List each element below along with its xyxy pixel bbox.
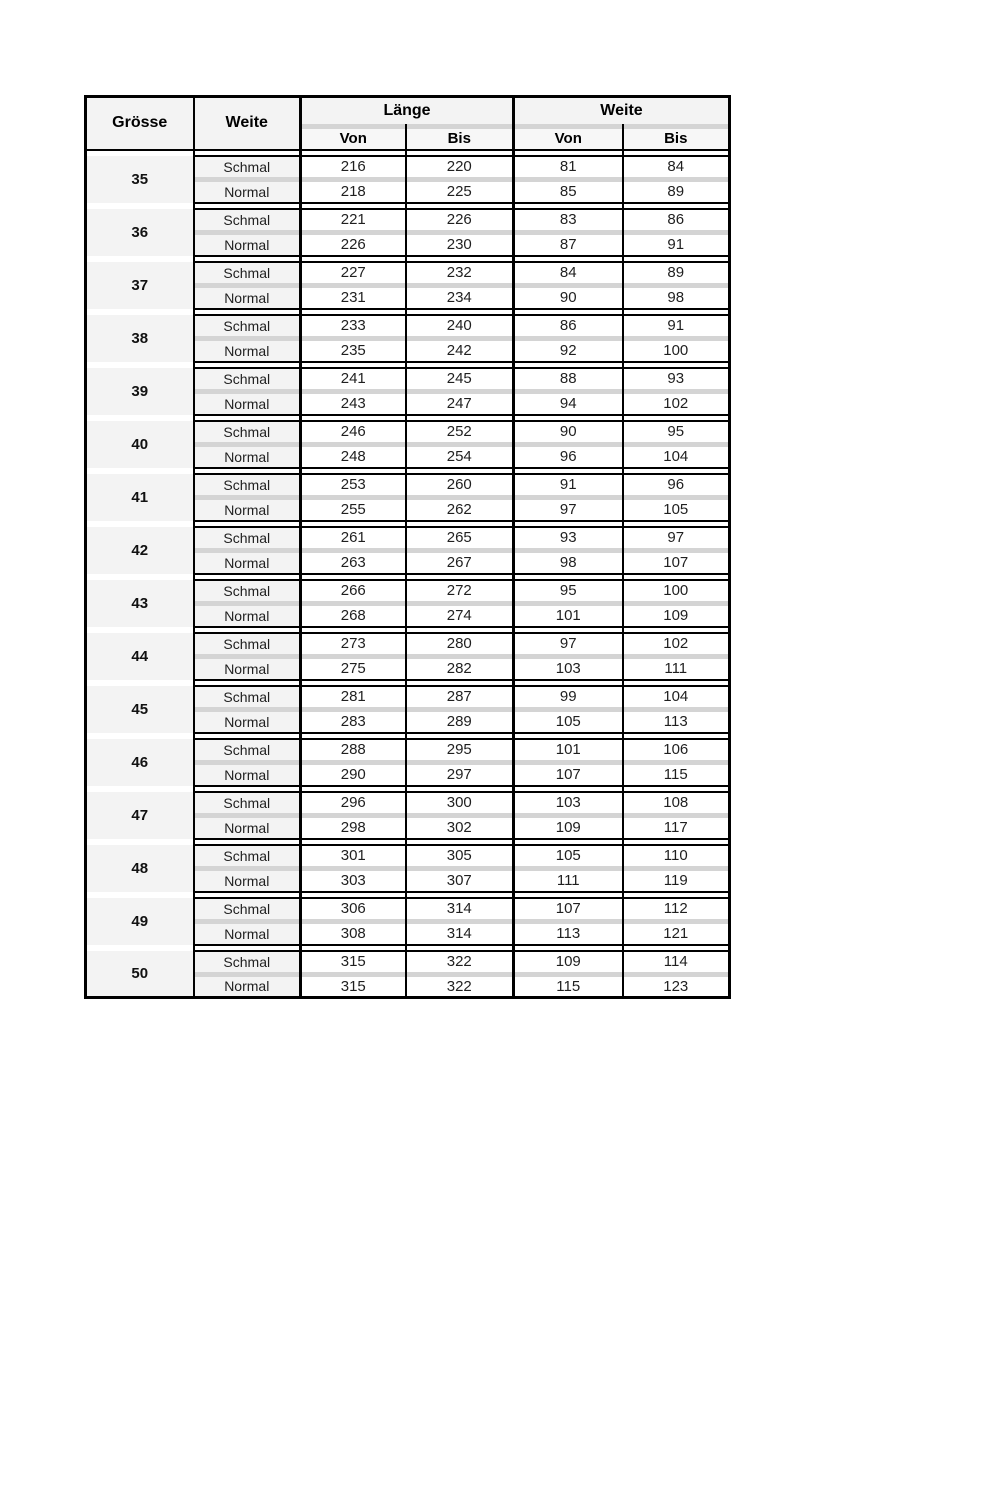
laenge-bis-cell: 272 xyxy=(406,580,514,601)
weite-bis-cell: 112 xyxy=(623,898,730,919)
laenge-von-cell: 303 xyxy=(301,871,406,892)
laenge-bis-cell: 322 xyxy=(406,951,514,972)
weite-type-cell: Normal xyxy=(194,977,301,998)
weite-type-cell: Schmal xyxy=(194,315,301,336)
laenge-bis-cell: 300 xyxy=(406,792,514,813)
header-laenge-von: Von xyxy=(301,129,406,150)
laenge-bis-cell: 322 xyxy=(406,977,514,998)
laenge-bis-cell: 234 xyxy=(406,288,514,309)
weite-bis-cell: 117 xyxy=(623,818,730,839)
laenge-bis-cell: 274 xyxy=(406,606,514,627)
table-row-schmal xyxy=(86,527,730,548)
weite-bis-cell: 107 xyxy=(623,553,730,574)
size-value: 44 xyxy=(86,633,194,680)
table-row-schmal xyxy=(86,580,730,601)
laenge-von-cell: 235 xyxy=(301,341,406,362)
weite-type-cell: Schmal xyxy=(194,421,301,442)
header-groesse: Grösse xyxy=(86,97,194,150)
size-value: 47 xyxy=(86,792,194,839)
laenge-von-cell: 275 xyxy=(301,659,406,680)
weite-bis-cell: 123 xyxy=(623,977,730,998)
weite-bis-cell: 104 xyxy=(623,686,730,707)
weite-von-cell: 105 xyxy=(514,845,623,866)
laenge-bis-cell: 280 xyxy=(406,633,514,654)
size-value: 49 xyxy=(86,898,194,945)
laenge-bis-cell: 282 xyxy=(406,659,514,680)
weite-type-cell: Schmal xyxy=(194,474,301,495)
laenge-bis-cell: 226 xyxy=(406,209,514,230)
laenge-bis-cell: 247 xyxy=(406,394,514,415)
laenge-von-cell: 227 xyxy=(301,262,406,283)
laenge-bis-cell: 265 xyxy=(406,527,514,548)
size-value: 46 xyxy=(86,739,194,786)
header-weite-group: Weite xyxy=(514,97,730,124)
weite-von-cell: 95 xyxy=(514,580,623,601)
size-value: 38 xyxy=(86,315,194,362)
header-laenge-bis: Bis xyxy=(406,129,514,150)
laenge-von-cell: 268 xyxy=(301,606,406,627)
weite-bis-cell: 106 xyxy=(623,739,730,760)
table-row-schmal xyxy=(86,262,730,283)
laenge-von-cell: 226 xyxy=(301,235,406,256)
laenge-bis-cell: 287 xyxy=(406,686,514,707)
laenge-von-cell: 281 xyxy=(301,686,406,707)
weite-type-cell: Normal xyxy=(194,341,301,362)
size-value: 35 xyxy=(86,156,194,203)
table-row-schmal xyxy=(86,739,730,760)
laenge-bis-cell: 314 xyxy=(406,898,514,919)
laenge-bis-cell: 240 xyxy=(406,315,514,336)
laenge-von-cell: 261 xyxy=(301,527,406,548)
weite-von-cell: 86 xyxy=(514,315,623,336)
weite-von-cell: 109 xyxy=(514,818,623,839)
size-value: 48 xyxy=(86,845,194,892)
weite-type-cell: Normal xyxy=(194,924,301,945)
weite-von-cell: 92 xyxy=(514,341,623,362)
laenge-von-cell: 221 xyxy=(301,209,406,230)
laenge-bis-cell: 262 xyxy=(406,500,514,521)
weite-bis-cell: 102 xyxy=(623,394,730,415)
weite-von-cell: 91 xyxy=(514,474,623,495)
weite-type-cell: Schmal xyxy=(194,156,301,177)
laenge-von-cell: 301 xyxy=(301,845,406,866)
size-value: 39 xyxy=(86,368,194,415)
weite-von-cell: 83 xyxy=(514,209,623,230)
laenge-bis-cell: 295 xyxy=(406,739,514,760)
weite-von-cell: 101 xyxy=(514,739,623,760)
laenge-bis-cell: 289 xyxy=(406,712,514,733)
weite-von-cell: 81 xyxy=(514,156,623,177)
laenge-von-cell: 253 xyxy=(301,474,406,495)
weite-von-cell: 115 xyxy=(514,977,623,998)
weite-type-cell: Normal xyxy=(194,765,301,786)
weite-type-cell: Normal xyxy=(194,447,301,468)
weite-type-cell: Normal xyxy=(194,500,301,521)
weite-bis-cell: 89 xyxy=(623,182,730,203)
weite-type-cell: Schmal xyxy=(194,898,301,919)
weite-bis-cell: 114 xyxy=(623,951,730,972)
weite-type-cell: Schmal xyxy=(194,209,301,230)
weite-type-cell: Normal xyxy=(194,394,301,415)
weite-bis-cell: 109 xyxy=(623,606,730,627)
weite-type-cell: Normal xyxy=(194,235,301,256)
laenge-bis-cell: 230 xyxy=(406,235,514,256)
table-header xyxy=(86,97,730,156)
weite-bis-cell: 100 xyxy=(623,341,730,362)
weite-type-cell: Schmal xyxy=(194,792,301,813)
laenge-von-cell: 306 xyxy=(301,898,406,919)
weite-bis-cell: 84 xyxy=(623,156,730,177)
weite-von-cell: 111 xyxy=(514,871,623,892)
weite-bis-cell: 91 xyxy=(623,235,730,256)
laenge-bis-cell: 232 xyxy=(406,262,514,283)
laenge-von-cell: 290 xyxy=(301,765,406,786)
laenge-von-cell: 288 xyxy=(301,739,406,760)
laenge-bis-cell: 245 xyxy=(406,368,514,389)
weite-type-cell: Normal xyxy=(194,288,301,309)
weite-type-cell: Normal xyxy=(194,712,301,733)
laenge-von-cell: 296 xyxy=(301,792,406,813)
weite-type-cell: Schmal xyxy=(194,633,301,654)
weite-type-cell: Normal xyxy=(194,659,301,680)
laenge-von-cell: 248 xyxy=(301,447,406,468)
table-row-schmal xyxy=(86,792,730,813)
size-value: 40 xyxy=(86,421,194,468)
weite-type-cell: Schmal xyxy=(194,686,301,707)
laenge-von-cell: 298 xyxy=(301,818,406,839)
weite-bis-cell: 110 xyxy=(623,845,730,866)
weite-type-cell: Schmal xyxy=(194,262,301,283)
header-weite-type: Weite xyxy=(194,97,301,150)
weite-von-cell: 97 xyxy=(514,633,623,654)
table-row-schmal xyxy=(86,368,730,389)
weite-bis-cell: 91 xyxy=(623,315,730,336)
weite-von-cell: 84 xyxy=(514,262,623,283)
weite-von-cell: 99 xyxy=(514,686,623,707)
header-weite-bis: Bis xyxy=(623,129,730,150)
laenge-von-cell: 308 xyxy=(301,924,406,945)
weite-von-cell: 90 xyxy=(514,288,623,309)
size-chart-table xyxy=(84,95,731,999)
document-page xyxy=(0,95,1000,1509)
weite-type-cell: Normal xyxy=(194,606,301,627)
weite-type-cell: Schmal xyxy=(194,845,301,866)
weite-von-cell: 93 xyxy=(514,527,623,548)
weite-von-cell: 87 xyxy=(514,235,623,256)
weite-bis-cell: 105 xyxy=(623,500,730,521)
weite-von-cell: 103 xyxy=(514,792,623,813)
table-row-schmal xyxy=(86,474,730,495)
weite-bis-cell: 102 xyxy=(623,633,730,654)
weite-type-cell: Normal xyxy=(194,553,301,574)
laenge-bis-cell: 307 xyxy=(406,871,514,892)
weite-type-cell: Normal xyxy=(194,182,301,203)
laenge-bis-cell: 305 xyxy=(406,845,514,866)
laenge-bis-cell: 314 xyxy=(406,924,514,945)
table-row-schmal xyxy=(86,315,730,336)
laenge-von-cell: 218 xyxy=(301,182,406,203)
weite-bis-cell: 111 xyxy=(623,659,730,680)
weite-bis-cell: 115 xyxy=(623,765,730,786)
laenge-von-cell: 233 xyxy=(301,315,406,336)
weite-bis-cell: 121 xyxy=(623,924,730,945)
size-value: 37 xyxy=(86,262,194,309)
laenge-von-cell: 246 xyxy=(301,421,406,442)
laenge-von-cell: 231 xyxy=(301,288,406,309)
size-value: 36 xyxy=(86,209,194,256)
weite-von-cell: 103 xyxy=(514,659,623,680)
laenge-von-cell: 315 xyxy=(301,951,406,972)
weite-von-cell: 94 xyxy=(514,394,623,415)
laenge-bis-cell: 252 xyxy=(406,421,514,442)
laenge-bis-cell: 302 xyxy=(406,818,514,839)
laenge-bis-cell: 225 xyxy=(406,182,514,203)
weite-bis-cell: 108 xyxy=(623,792,730,813)
laenge-von-cell: 266 xyxy=(301,580,406,601)
table-row-schmal xyxy=(86,421,730,442)
header-laenge-group: Länge xyxy=(301,97,514,124)
weite-type-cell: Normal xyxy=(194,818,301,839)
weite-type-cell: Schmal xyxy=(194,739,301,760)
table-row-schmal xyxy=(86,156,730,177)
weite-von-cell: 109 xyxy=(514,951,623,972)
header-weite-von: Von xyxy=(514,129,623,150)
table-row-schmal xyxy=(86,633,730,654)
weite-bis-cell: 93 xyxy=(623,368,730,389)
table-body xyxy=(86,156,730,998)
laenge-bis-cell: 242 xyxy=(406,341,514,362)
weite-von-cell: 107 xyxy=(514,765,623,786)
table-row-schmal xyxy=(86,686,730,707)
laenge-von-cell: 216 xyxy=(301,156,406,177)
weite-bis-cell: 104 xyxy=(623,447,730,468)
weite-bis-cell: 119 xyxy=(623,871,730,892)
laenge-von-cell: 315 xyxy=(301,977,406,998)
laenge-bis-cell: 220 xyxy=(406,156,514,177)
size-value: 43 xyxy=(86,580,194,627)
header-row-groups xyxy=(86,97,730,124)
weite-von-cell: 96 xyxy=(514,447,623,468)
weite-von-cell: 98 xyxy=(514,553,623,574)
weite-von-cell: 101 xyxy=(514,606,623,627)
size-value: 42 xyxy=(86,527,194,574)
weite-type-cell: Schmal xyxy=(194,580,301,601)
table-row-schmal xyxy=(86,951,730,972)
weite-von-cell: 85 xyxy=(514,182,623,203)
weite-bis-cell: 95 xyxy=(623,421,730,442)
weite-bis-cell: 97 xyxy=(623,527,730,548)
weite-type-cell: Schmal xyxy=(194,951,301,972)
weite-bis-cell: 96 xyxy=(623,474,730,495)
laenge-bis-cell: 260 xyxy=(406,474,514,495)
size-value: 41 xyxy=(86,474,194,521)
weite-bis-cell: 100 xyxy=(623,580,730,601)
weite-type-cell: Schmal xyxy=(194,527,301,548)
table-row-schmal xyxy=(86,209,730,230)
laenge-von-cell: 283 xyxy=(301,712,406,733)
table-row-schmal xyxy=(86,898,730,919)
weite-type-cell: Normal xyxy=(194,871,301,892)
weite-bis-cell: 113 xyxy=(623,712,730,733)
weite-type-cell: Schmal xyxy=(194,368,301,389)
weite-von-cell: 107 xyxy=(514,898,623,919)
weite-bis-cell: 86 xyxy=(623,209,730,230)
size-value: 45 xyxy=(86,686,194,733)
laenge-von-cell: 241 xyxy=(301,368,406,389)
weite-von-cell: 113 xyxy=(514,924,623,945)
laenge-von-cell: 263 xyxy=(301,553,406,574)
table-row-schmal xyxy=(86,845,730,866)
laenge-von-cell: 273 xyxy=(301,633,406,654)
weite-bis-cell: 89 xyxy=(623,262,730,283)
weite-von-cell: 88 xyxy=(514,368,623,389)
laenge-von-cell: 255 xyxy=(301,500,406,521)
size-value: 50 xyxy=(86,951,194,998)
laenge-bis-cell: 267 xyxy=(406,553,514,574)
laenge-bis-cell: 254 xyxy=(406,447,514,468)
weite-bis-cell: 98 xyxy=(623,288,730,309)
laenge-von-cell: 243 xyxy=(301,394,406,415)
weite-von-cell: 90 xyxy=(514,421,623,442)
laenge-bis-cell: 297 xyxy=(406,765,514,786)
weite-von-cell: 97 xyxy=(514,500,623,521)
weite-von-cell: 105 xyxy=(514,712,623,733)
